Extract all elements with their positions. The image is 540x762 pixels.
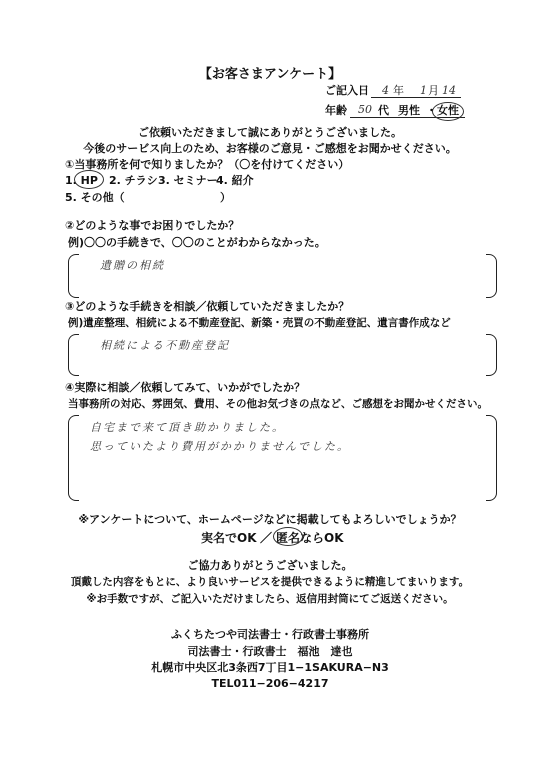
- fill-date-label: ご記入日: [325, 84, 369, 97]
- q2-example: 例)〇〇の手続きで、〇〇のことがわからなかった。: [68, 236, 326, 249]
- q3-answer: 相続による不動産登記: [100, 339, 230, 352]
- q1-option-other-close: ）: [220, 191, 231, 204]
- fill-date-year-unit: 年: [393, 84, 404, 97]
- q1-option-seminar: 3. セミナー: [158, 174, 218, 187]
- fill-date-month: 1: [420, 84, 427, 97]
- q1-option-other: 5. その他（: [65, 191, 125, 204]
- office-name: ふくちたつや司法書士・行政書士事務所: [171, 628, 369, 641]
- intro-line-1: ご依頼いただきまして誠にありがとうございました。: [138, 126, 402, 139]
- publish-anonymous-circle: [273, 527, 303, 546]
- gender-separator: ・: [426, 104, 437, 117]
- q3-question: ③どのような手続きを相談／依頼していただきましたか？: [65, 300, 350, 313]
- q1-option-hp: 1. HP: [65, 174, 98, 187]
- q1-hp-circle: [74, 170, 104, 189]
- q1-question: ①当事務所を何で知りましたか？（〇を付けてください）: [65, 158, 350, 171]
- closing-line-3: ※お手数ですが、ご記入いただけましたら、返信用封筒にてご返送ください。: [86, 593, 454, 605]
- q4-question: ④実際に相談／依頼してみて、いかがでしたか？: [65, 381, 306, 394]
- age-value: 50: [358, 103, 372, 116]
- q2-answer: 遺贈の相続: [100, 259, 165, 272]
- q4-answer-bracket-left: [68, 415, 79, 501]
- gender-female: 女性: [437, 104, 459, 117]
- q3-answer-bracket-left: [68, 334, 79, 376]
- fill-date-day: 14: [442, 84, 456, 97]
- intro-line-2: 今後のサービス向上のため、お客様のご意見・ご感想をお聞かせください。: [83, 142, 457, 155]
- q4-prompt: 当事務所の対応、雰囲気、費用、その他お気づきの点など、ご感想をお聞かせください。: [68, 398, 488, 410]
- fill-date-year: 4: [382, 84, 389, 97]
- fill-date-month-unit: 月: [428, 84, 439, 97]
- age-label: 年齢: [325, 104, 347, 117]
- q2-answer-bracket-left: [68, 254, 79, 298]
- office-staff: 司法書士・行政書士 福池 達也: [187, 645, 353, 658]
- q2-question: ②どのような事でお困りでしたか？: [65, 219, 240, 232]
- q1-option-referral: 4. 紹介: [216, 174, 254, 187]
- fill-date-underline: [371, 97, 461, 98]
- q4-answer-bracket-right: [486, 415, 497, 501]
- publish-anonymous: 匿名ならOK: [276, 531, 344, 545]
- gender-female-circle: [432, 102, 464, 121]
- office-address: 札幌市中央区北3条西7丁目1−1SAKURA−N3: [151, 661, 389, 674]
- q1-option-flyer: 2. チラシ: [109, 174, 158, 187]
- closing-thanks: ご協力ありがとうございました。: [187, 559, 353, 572]
- q3-answer-bracket-right: [486, 334, 497, 376]
- publish-slash: ／: [260, 531, 273, 545]
- publish-real-name: 実名でOK: [201, 531, 257, 545]
- q4-answer-line-2: 思っていたより費用がかかりませんでした。: [90, 440, 350, 453]
- q3-example: 例)遺産整理、相続による不動産登記、新築・売買の不動産登記、遺言書作成など: [68, 317, 451, 329]
- survey-title: 【お客さまアンケート】: [198, 67, 342, 82]
- publish-question: ※アンケートについて、ホームページなどに掲載してもよろしいでしょうか？: [78, 513, 462, 526]
- office-tel: TEL011−206−4217: [211, 677, 329, 690]
- closing-line-2: 頂戴した内容をもとに、より良いサービスを提供できるように精進してまいります。: [70, 576, 470, 588]
- q2-answer-bracket-right: [486, 254, 497, 298]
- gender-male: 男性: [398, 104, 420, 117]
- q4-answer-line-1: 自宅まで来て頂き助かりました。: [90, 421, 285, 434]
- age-unit: 代: [378, 104, 389, 117]
